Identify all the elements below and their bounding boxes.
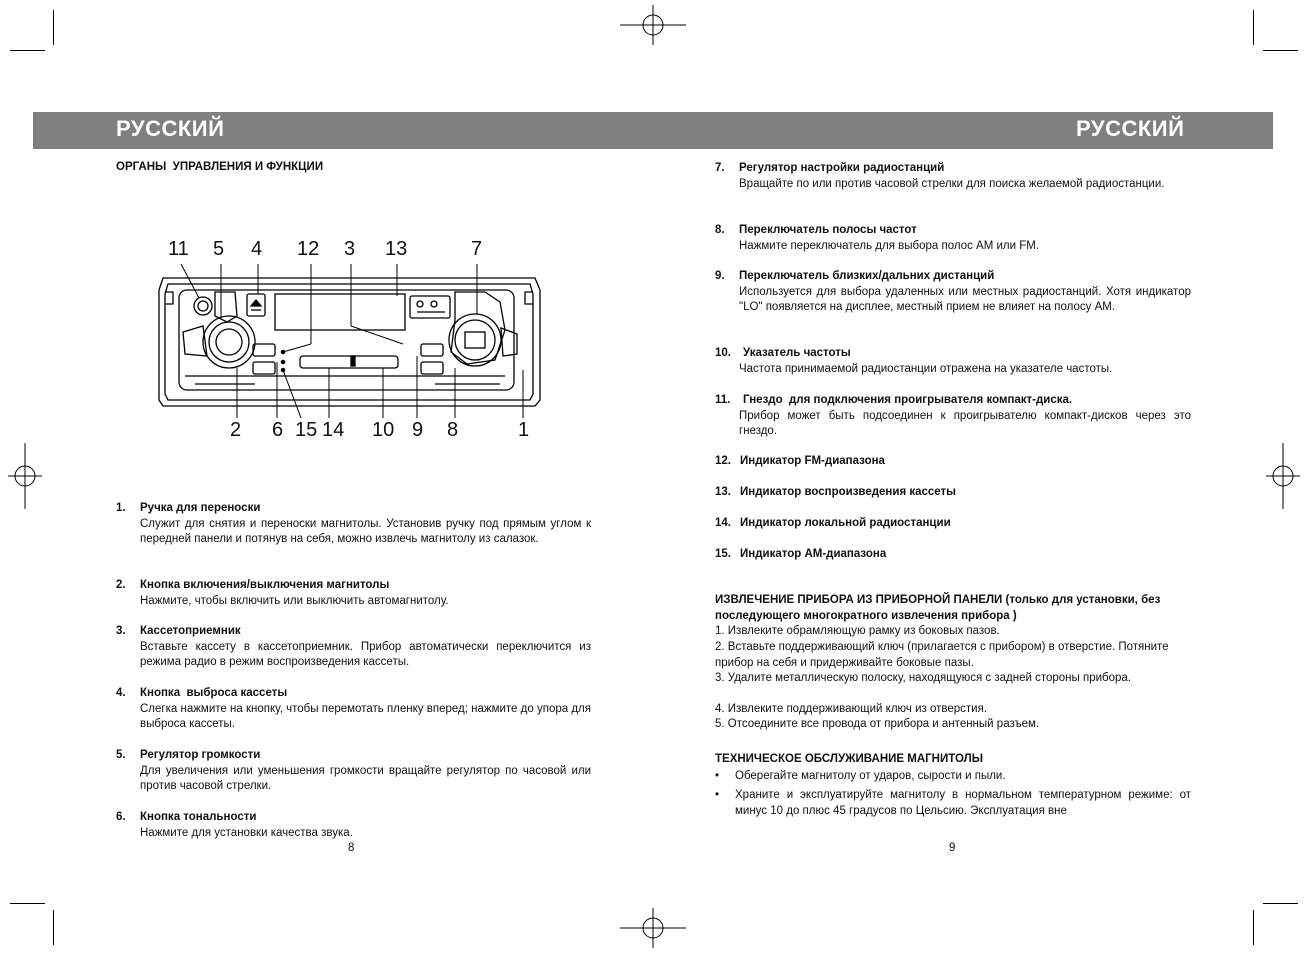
function-item (715, 547, 1191, 563)
function-item (116, 810, 591, 841)
function-item (715, 516, 1191, 532)
item-number: 9. (715, 270, 725, 282)
crop-mark (10, 50, 45, 51)
registration-mark (620, 908, 686, 948)
item-description: Прибор может быть подсоединен к проигрывателю компакт-дисков через это гнездо. (739, 409, 1191, 437)
callout-number: 8 (447, 419, 459, 441)
item-number: 1. (116, 502, 126, 514)
item-heading: Ручка для переноски (140, 502, 261, 514)
callout-number: 11 (168, 238, 189, 260)
callout-number: 12 (297, 238, 320, 260)
item-number: 14. (715, 517, 731, 529)
item-heading: Регулятор настройки радиостанций (739, 162, 945, 174)
item-heading: Переключатель полосы частот (739, 224, 917, 236)
item-heading: Гнездо для подключения проигрывателя компакт-диска. (743, 394, 1073, 406)
item-heading: Индикатор FM-диапазона (740, 455, 885, 467)
item-number: 15. (715, 548, 731, 560)
function-item (116, 686, 591, 733)
removal-step: 5. Отсоедините все провода от прибора и антенный разъем. (715, 718, 1040, 730)
function-item (715, 485, 1191, 501)
crop-mark (53, 910, 54, 945)
item-heading: Кассетоприемник (140, 625, 241, 637)
item-number: 5. (116, 749, 126, 761)
function-item (715, 346, 1191, 377)
callout-number: 7 (471, 238, 483, 260)
page-number-left: 8 (348, 842, 355, 854)
item-number: 3. (116, 625, 126, 637)
callout-number: 1 (518, 419, 530, 441)
car-radio-panel-diagram (155, 260, 545, 420)
function-item (116, 578, 591, 609)
bullet-text: Храните и эксплуатируйте магнитолу в нормальном температурном режиме: от минус 10 до плюс 45 градусов по Цельсию. Эксплуатация вне (735, 789, 1191, 817)
removal-step: 2. Вставьте поддерживающий ключ (прилагается с прибором) в отверстие. Потяните прибор на себя и придерживайте боковые пазы. (715, 641, 1169, 669)
controls-section-title: ОРГАНЫ УПРАВЛЕНИЯ И ФУНКЦИИ (116, 161, 324, 173)
item-description: Частота принимаемой радиостанции отражена на указателе частоты. (739, 362, 1113, 375)
bullet-text: Оберегайте магнитолу от ударов, сырости и пыли. (735, 770, 1006, 782)
item-number: 11. (715, 394, 731, 406)
callout-number: 13 (385, 238, 408, 260)
item-number: 8. (715, 224, 725, 236)
function-item (116, 501, 591, 548)
right-language-title: РУССКИЙ (1076, 116, 1185, 141)
crop-mark (1263, 903, 1298, 904)
item-heading: Кнопка включения/выключения магнитолы (140, 579, 390, 591)
item-description: Нажмите переключатель для выбора полос AM или FM. (739, 239, 1040, 252)
removal-step: 1. Извлеките обрамляющую рамку из боковых пазов. (715, 625, 1000, 637)
item-heading: Регулятор громкости (140, 749, 261, 761)
removal-step: 3. Удалите металлическую полоску, находящуюся с задней стороны прибора. (715, 672, 1132, 684)
bullet-dot: • (715, 789, 720, 801)
item-number: 6. (116, 811, 126, 823)
function-item (715, 223, 1191, 254)
bullet-dot: • (715, 770, 720, 782)
crop-mark (1253, 10, 1254, 45)
item-number: 13. (715, 486, 731, 498)
item-number: 2. (116, 579, 126, 591)
registration-mark (1266, 443, 1300, 509)
registration-mark (8, 443, 42, 509)
callout-number: 15 (295, 419, 318, 441)
crop-mark (1263, 50, 1298, 51)
callout-number: 9 (412, 419, 424, 441)
item-number: 4. (116, 687, 126, 699)
maintenance-bullet (715, 769, 1191, 785)
item-description: Для увеличения или уменьшения громкости вращайте регулятор по часовой или против часовой стрелки. (140, 764, 591, 792)
callout-number: 4 (251, 238, 263, 260)
item-heading: Индикатор локальной радиостанции (740, 517, 951, 529)
item-description: Нажмите для установки качества звука. (140, 826, 353, 839)
item-heading: Индикатор AM-диапазона (740, 548, 887, 560)
callout-number: 10 (372, 419, 395, 441)
removal-step: 4. Извлеките поддерживающий ключ из отверстия. (715, 703, 988, 715)
crop-mark (10, 903, 45, 904)
item-number: 7. (715, 162, 725, 174)
crop-mark (1253, 910, 1254, 945)
maintenance-bullet (715, 788, 1191, 819)
function-item (116, 624, 591, 671)
item-heading: Кнопка тональности (140, 811, 257, 823)
crop-mark (53, 10, 54, 45)
page-number-right: 9 (949, 842, 956, 854)
item-heading: Переключатель близких/дальних дистанций (739, 270, 995, 282)
function-item (116, 748, 591, 795)
item-number: 10. (715, 347, 731, 359)
item-description: Служит для снятия и переноски магнитолы. Установив ручку под прямым углом к передней панели и потянув на себя, можно извлечь магнитолу из салазок. (140, 517, 591, 545)
item-heading: Кнопка выброса кассеты (140, 687, 288, 699)
function-item (715, 161, 1191, 192)
item-number: 12. (715, 455, 731, 467)
item-heading: Указатель частоты (743, 347, 851, 359)
callout-number: 14 (322, 419, 345, 441)
function-item (715, 393, 1191, 440)
callout-number: 6 (272, 419, 284, 441)
left-language-title: РУССКИЙ (116, 116, 225, 141)
callout-number: 5 (213, 238, 225, 260)
callout-number: 2 (230, 419, 242, 441)
function-item (715, 269, 1191, 316)
registration-mark (620, 5, 686, 45)
removal-section-title: ИЗВЛЕЧЕНИЕ ПРИБОРА ИЗ ПРИБОРНОЙ ПАНЕЛИ (только для установки, без последующего многократного извлечения прибора ) (715, 594, 1161, 622)
callout-number: 3 (344, 238, 356, 260)
maintenance-section-title: ТЕХНИЧЕСКОЕ ОБСЛУЖИВАНИЕ МАГНИТОЛЫ (715, 753, 983, 765)
item-description: Нажмите, чтобы включить или выключить автомагнитолу. (140, 594, 449, 607)
item-description: Используется для выбора удаленных или местных радиостанций. Хотя индикатор "LO" появляется на дисплее, местный прием не влияет на полосу AM. (739, 285, 1191, 313)
item-description: Вставьте кассету в кассетоприемник. Прибор автоматически переключится из режима радио в режим воспроизведения кассеты. (140, 640, 591, 668)
item-description: Слегка нажмите на кнопку, чтобы перемотать пленку вперед; нажмите до упора для выброса кассеты. (140, 702, 591, 730)
item-description: Вращайте по или против часовой стрелки для поиска желаемой радиостанции. (739, 177, 1165, 190)
function-item (715, 454, 1191, 470)
item-heading: Индикатор воспроизведения кассеты (740, 486, 956, 498)
